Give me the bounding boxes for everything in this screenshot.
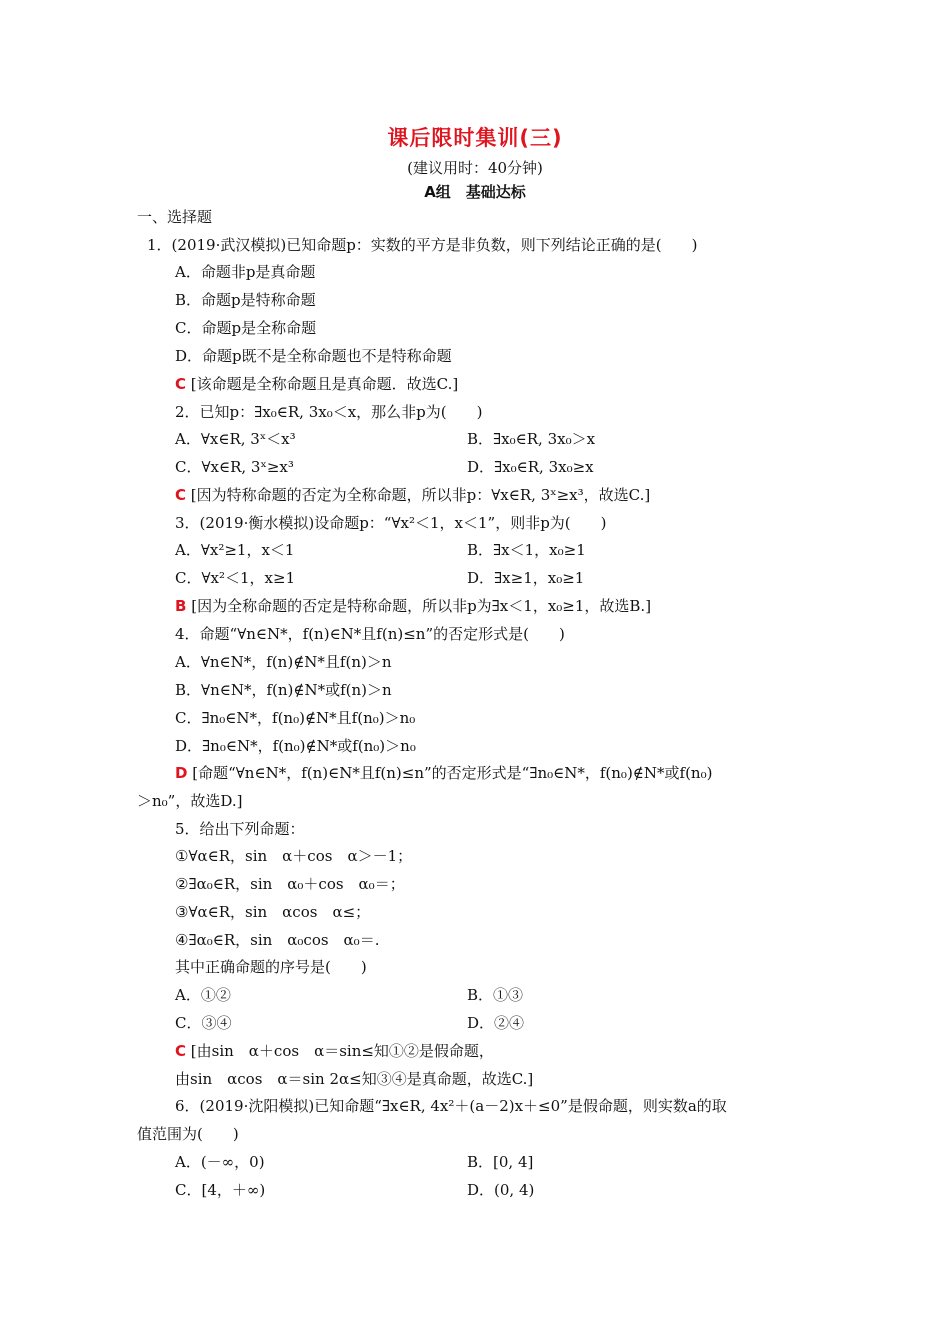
q6-option-a: A．(－∞，0): [175, 1153, 265, 1171]
q6-option-c: C．[4，＋∞): [175, 1181, 266, 1199]
q2-answer-letter: C: [175, 486, 187, 504]
q1-option-a: A．命题非p是真命题: [175, 263, 316, 281]
q4-stem: 4．命题“∀n∈N*，f(n)∈N*且f(n)≤n”的否定形式是( ): [175, 625, 565, 643]
q2-option-b: B．∃x₀∈R, 3x₀＞x: [467, 430, 596, 448]
q5-proposition-1: ①∀α∈R，sin α＋cos α＞－1；: [175, 847, 413, 865]
q5-question: 其中正确命题的序号是( ): [175, 958, 367, 976]
q1-stem: 1．(2019·武汉模拟)已知命题p：实数的平方是非负数，则下列结论正确的是( ): [147, 236, 698, 254]
q3-option-d: D．∃x≥1，x₀≥1: [467, 569, 585, 587]
q3-answer-letter: B: [175, 597, 187, 615]
q6-stem-line2: 值范围为( ): [137, 1125, 239, 1143]
q5-proposition-4: ④∃α₀∈R，sin α₀cos α₀＝.: [175, 931, 380, 949]
q5-option-a: A．①②: [175, 986, 231, 1004]
q6-stem-line1: 6．(2019·沈阳模拟)已知命题“∃x∈R, 4x²＋(a－2)x＋≤0”是假命题，则实数a的取: [175, 1097, 727, 1115]
q6-option-d: D．(0, 4): [467, 1181, 535, 1199]
q2-stem: 2．已知p：∃x₀∈R, 3x₀＜x，那么非p为( ): [175, 403, 483, 421]
q3-explanation: [因为全称命题的否定是特称命题，所以非p为∃x＜1，x₀≥1，故选B.]: [191, 597, 652, 615]
q4-explanation-line2: ＞n₀”，故选D.]: [137, 792, 243, 810]
q5-answer-letter: C: [175, 1042, 187, 1060]
q1-answer: [175, 374, 458, 394]
q4-option-b: B．∀n∈N*，f(n)∉N*或f(n)＞n: [175, 681, 392, 699]
q1-option-c: C．命题p是全称命题: [175, 319, 317, 337]
q3-option-a: A．∀x²≥1，x＜1: [175, 541, 295, 559]
q1-answer-letter: C: [175, 375, 187, 393]
q5-option-b: B．①③: [467, 986, 524, 1004]
q2-option-d: D．∃x₀∈R, 3x₀≥x: [467, 458, 594, 476]
q2-option-a: A．∀x∈R, 3ˣ＜x³: [175, 430, 296, 448]
q5-explanation-line2: 由sin αcos α＝sin 2α≤知③④是真命题，故选C.]: [175, 1070, 534, 1088]
q5-stem: 5．给出下列命题：: [175, 820, 305, 838]
q3-stem: 3．(2019·衡水模拟)设命题p：“∀x²＜1，x＜1”，则非p为( ): [175, 514, 607, 532]
q4-option-a: A．∀n∈N*，f(n)∉N*且f(n)＞n: [175, 653, 392, 671]
q5-proposition-3: ③∀α∈R，sin αcos α≤；: [175, 903, 371, 921]
q3-option-b: B．∃x＜1，x₀≥1: [467, 541, 586, 559]
q4-explanation-line1: [命题“∀n∈N*，f(n)∈N*且f(n)≤n”的否定形式是“∃n₀∈N*，f(n₀)∉N*或f(n₀): [192, 764, 713, 782]
section-heading: 一、选择题: [137, 208, 213, 226]
q1-option-b: B．命题p是特称命题: [175, 291, 316, 309]
q4-answer-letter: D: [175, 764, 188, 782]
q5-proposition-2: ②∃α₀∈R，sin α₀＋cos α₀＝；: [175, 875, 405, 893]
page-title: 课后限时集训(三): [387, 126, 563, 150]
q5-explanation-line1: [由sin α＋cos α＝sin≤知①②是假命题，: [190, 1042, 494, 1060]
q6-option-b: B．[0, 4]: [467, 1153, 534, 1171]
q4-option-d: D．∃n₀∈N*，f(n₀)∉N*或f(n₀)＞n₀: [175, 737, 416, 755]
q5-option-c: C．③④: [175, 1014, 232, 1032]
q3-option-c: C．∀x²＜1，x≥1: [175, 569, 296, 587]
q2-option-c: C．∀x∈R, 3ˣ≥x³: [175, 458, 294, 476]
suggested-time: (建议用时：40分钟): [407, 159, 543, 177]
q1-explanation: [该命题是全称命题且是真命题．故选C.]: [190, 375, 459, 393]
q2-answer: [175, 485, 650, 505]
q4-answer: [175, 763, 712, 783]
q5-option-d: D．②④: [467, 1014, 525, 1032]
q3-answer: [175, 596, 651, 616]
q1-option-d: D．命题p既不是全称命题也不是特称命题: [175, 347, 452, 365]
q5-answer: [175, 1041, 494, 1061]
q4-option-c: C．∃n₀∈N*，f(n₀)∉N*且f(n₀)＞n₀: [175, 709, 416, 727]
group-heading: A组 基础达标: [424, 183, 526, 201]
q2-explanation: [因为特称命题的否定为全称命题，所以非p：∀x∈R, 3ˣ≥x³，故选C.]: [190, 486, 651, 504]
